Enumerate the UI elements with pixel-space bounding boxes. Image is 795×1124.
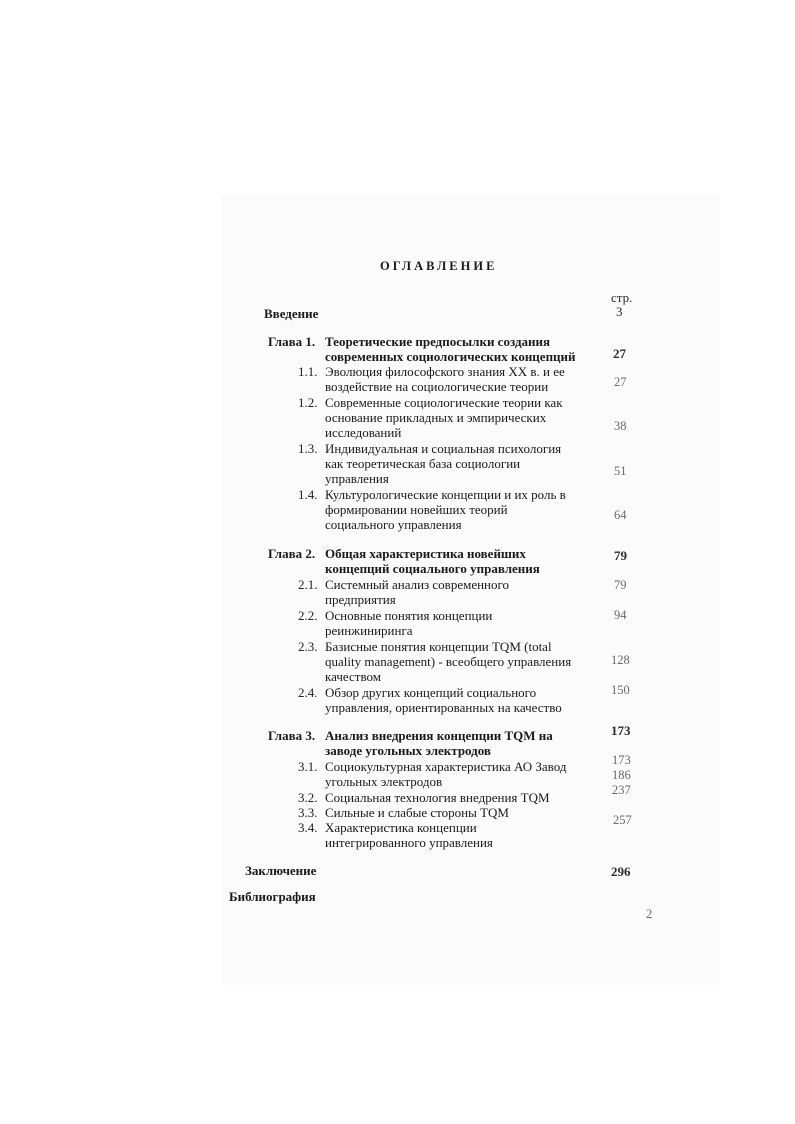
section-number: 2.1. xyxy=(298,577,318,592)
section-title-line: качеством xyxy=(325,669,381,684)
chapter-page: 27 xyxy=(613,346,626,361)
toc-title: ОГЛАВЛЕНИЕ xyxy=(380,259,498,273)
section-page: 257 xyxy=(613,813,632,827)
section-page: 38 xyxy=(614,419,627,433)
chapter-title-line: современных социологических концепций xyxy=(325,349,576,364)
chapter-title-line: Теоретические предпосылки создания xyxy=(325,334,551,349)
toc-conclusion-page: 296 xyxy=(611,864,631,879)
section-number: 1.4. xyxy=(298,487,318,502)
page-column-header: стр. xyxy=(611,290,633,305)
section-page: 51 xyxy=(614,464,627,478)
toc-intro-page: 3 xyxy=(616,304,623,319)
section-title-line: Сильные и слабые стороны TQM xyxy=(325,805,509,820)
section-page: 173 xyxy=(612,753,631,767)
section-page: 128 xyxy=(611,653,630,667)
chapter-label: Глава 2. xyxy=(268,546,316,561)
section-title-line: как теоретическая база социологии xyxy=(325,456,521,471)
section-title-line: quality management) - всеобщего управления xyxy=(325,654,572,669)
toc-intro-label: Введение xyxy=(264,306,319,321)
section-title-line: угольных электродов xyxy=(325,774,443,789)
section-title-line: воздействие на социологические теории xyxy=(325,379,549,394)
chapter-page: 79 xyxy=(614,548,627,563)
section-title-line: предприятия xyxy=(325,592,396,607)
section-title-line: Системный анализ современного xyxy=(325,577,510,592)
page-number: 2 xyxy=(646,907,653,921)
section-title-line: Социокультурная характеристика АО Завод xyxy=(325,759,567,774)
section-number: 2.4. xyxy=(298,685,318,700)
chapter-page: 173 xyxy=(611,723,631,738)
section-title-line: интегрированного управления xyxy=(325,835,493,850)
section-page: 79 xyxy=(614,578,627,592)
chapter-label: Глава 1. xyxy=(268,334,316,349)
section-number: 3.3. xyxy=(298,805,318,820)
section-page: 64 xyxy=(614,508,627,522)
chapter-title-line: концепций социального управления xyxy=(325,561,540,576)
section-title-line: исследований xyxy=(325,425,402,440)
toc-conclusion-label: Заключение xyxy=(245,863,317,878)
section-title-line: Обзор других концепций социального xyxy=(325,685,537,700)
section-number: 1.2. xyxy=(298,395,318,410)
section-title-line: Современные социологические теории как xyxy=(325,395,563,410)
section-title-line: Индивидуальная и социальная психология xyxy=(325,441,562,456)
section-title-line: Характеристика концепции xyxy=(325,820,477,835)
section-number: 2.2. xyxy=(298,608,318,623)
section-number: 1.1. xyxy=(298,364,318,379)
chapter-title-line: Общая характеристика новейших xyxy=(325,546,526,561)
section-title-line: формировании новейших теорий xyxy=(325,502,508,517)
section-number: 1.3. xyxy=(298,441,318,456)
chapter-title-line: Анализ внедрения концепции TQM на xyxy=(325,728,553,743)
section-page: 237 xyxy=(612,783,631,797)
section-title-line: Социальная технология внедрения TQM xyxy=(325,790,550,805)
section-title-line: Эволюция философского знания XX в. и ее xyxy=(325,364,565,379)
section-title-line: управления, ориентированных на качество xyxy=(325,700,562,715)
chapter-title-line: заводе угольных электродов xyxy=(325,743,491,758)
section-number: 2.3. xyxy=(298,639,318,654)
section-page: 94 xyxy=(614,608,627,622)
section-title-line: Основные понятия концепции xyxy=(325,608,493,623)
toc-bibliography-label: Библиография xyxy=(229,889,316,904)
chapter-label: Глава 3. xyxy=(268,728,316,743)
section-number: 3.1. xyxy=(298,759,318,774)
section-number: 3.2. xyxy=(298,790,318,805)
section-page: 27 xyxy=(614,375,627,389)
section-title-line: реинжиниринга xyxy=(325,623,413,638)
section-title-line: Культурологические концепции и их роль в xyxy=(325,487,566,502)
section-title-line: Базисные понятия концепции TQM (total xyxy=(325,639,552,654)
section-page: 150 xyxy=(611,683,630,697)
section-number: 3.4. xyxy=(298,820,318,835)
section-title-line: социального управления xyxy=(325,517,462,532)
section-title-line: основание прикладных и эмпирических xyxy=(325,410,547,425)
section-title-line: управления xyxy=(325,471,389,486)
section-page: 186 xyxy=(612,768,631,782)
